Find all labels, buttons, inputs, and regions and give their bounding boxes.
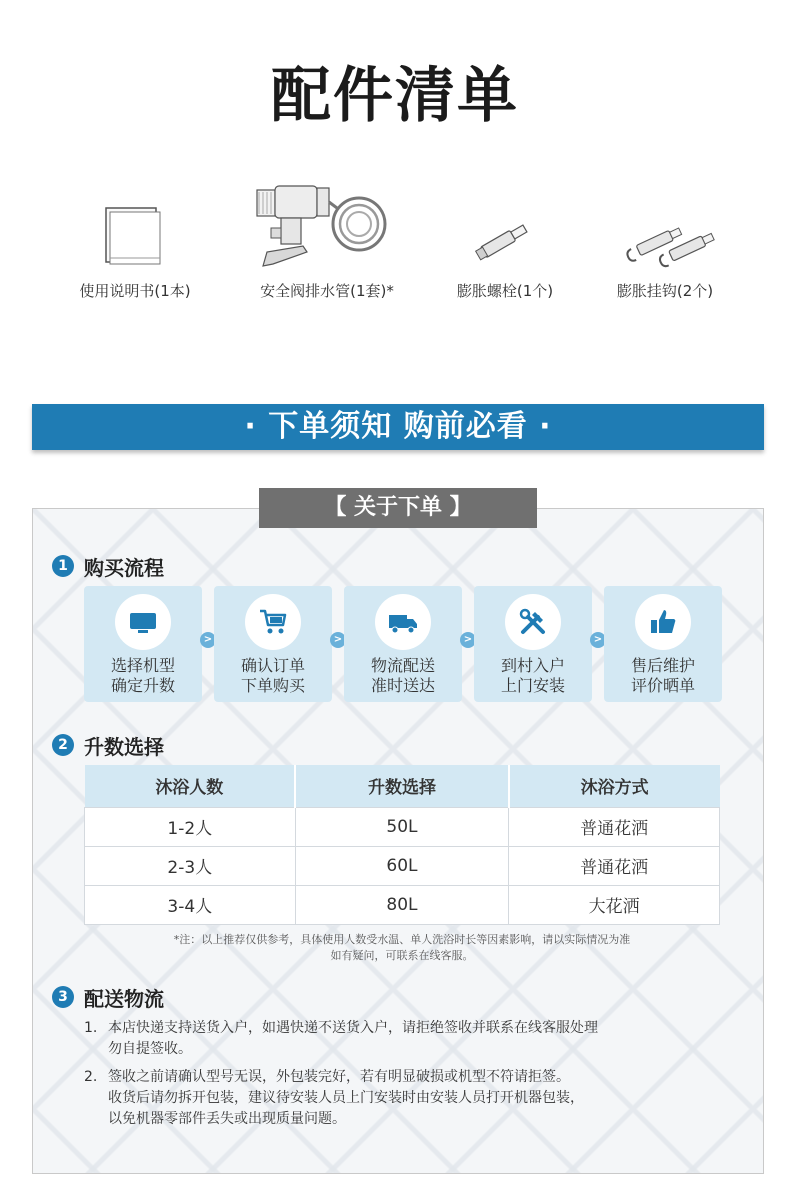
table-cell: 2-3人 [85, 846, 296, 885]
accessory-label: 膨胀挂钩(2个) [616, 282, 714, 300]
page-title: 配件清单 [271, 61, 519, 131]
table-cell: 1-2人 [85, 807, 296, 846]
section-title: 购买流程 [84, 555, 164, 580]
accessory-manual [50, 180, 220, 310]
flow-step-select-model [84, 586, 202, 702]
expansion-hook-icon [580, 180, 750, 270]
section-delivery-header [52, 984, 164, 1010]
column-header: 沐浴人数 [85, 765, 296, 807]
manual-icon [50, 180, 220, 270]
table-cell: 80L [295, 885, 509, 924]
table-cell: 普通花洒 [509, 807, 720, 846]
table-header-row [85, 765, 720, 807]
step-text: 售后维护 评价晒单 [630, 656, 695, 695]
accessory-label: 膨胀螺栓(1个) [456, 282, 554, 300]
step-arrow-icon: > [330, 632, 346, 648]
capacity-table [84, 765, 720, 925]
step-icon-circle [115, 594, 171, 650]
step-icon-circle [245, 594, 301, 650]
flow-step-confirm-order [214, 586, 332, 702]
step-text: 确认订单 下单购买 [240, 656, 305, 695]
monitor-icon [128, 607, 158, 637]
step-icon-circle [505, 594, 561, 650]
table-cell: 3-4人 [85, 885, 296, 924]
accessory-expansion-hook [580, 180, 750, 310]
recommendation-note: *注：以上推荐仅供参考，具体使用人数受水温、单人洗浴时长等因素影响，请以实际情况为准 如有疑问，可联系在线客服。 [173, 933, 631, 962]
cart-icon [258, 607, 288, 637]
step-text: 选择机型 确定升数 [110, 656, 175, 695]
step-icon-circle [635, 594, 691, 650]
accessory-safety-valve [237, 180, 407, 310]
notice-banner: · 下单须知 购前必看 · [32, 404, 764, 450]
flow-step-installation [474, 586, 592, 702]
column-header: 沐浴方式 [509, 765, 720, 807]
accessory-label: 使用说明书(1本) [79, 282, 191, 300]
flow-step-delivery [344, 586, 462, 702]
table-row [85, 807, 720, 846]
flow-step-after-sales [604, 586, 722, 702]
step-text: 到村入户 上门安装 [500, 656, 565, 695]
section-title: 升数选择 [84, 734, 164, 759]
accessory-label: 安全阀排水管(1套)* [260, 282, 394, 300]
safety-valve-icon [237, 180, 407, 270]
step-arrow-icon: > [200, 632, 216, 648]
about-order-tab: 【 关于下单 】 [259, 488, 537, 528]
table-row [85, 885, 720, 924]
table-cell: 普通花洒 [509, 846, 720, 885]
table-cell: 50L [295, 807, 509, 846]
section-number-badge: 2 [52, 734, 74, 756]
accessories-list [0, 180, 790, 310]
section-number-badge: 3 [52, 986, 74, 1008]
step-text: 物流配送 准时送达 [370, 656, 435, 695]
section-purchase-flow-header [52, 553, 164, 579]
section-title: 配送物流 [84, 986, 164, 1011]
step-arrow-icon: > [460, 632, 476, 648]
expansion-bolt-icon [420, 180, 590, 270]
section-number-badge: 1 [52, 555, 74, 577]
accessory-expansion-bolt [420, 180, 590, 310]
table-cell: 60L [295, 846, 509, 885]
truck-icon [388, 607, 418, 637]
delivery-item-1: 1. 本店快递支持送货入户，如遇快递不送货入户，请拒绝签收并联系在线客服处理 勿自提签收。 [84, 1020, 598, 1057]
delivery-item-2: 2. 签收之前请确认型号无误，外包装完好，若有明显破损或机型不符请拒签。 收货后请勿拆开包装，建议待安装人员上门安装时由安装人员打开机器包装， 以免机器零部件丢失或出现质量问题。 [84, 1069, 584, 1127]
tools-icon [518, 607, 548, 637]
step-arrow-icon: > [590, 632, 606, 648]
thumbs-up-icon [648, 607, 678, 637]
table-row [85, 846, 720, 885]
column-header: 升数选择 [295, 765, 509, 807]
table-cell: 大花洒 [509, 885, 720, 924]
section-capacity-header [52, 732, 164, 758]
step-icon-circle [375, 594, 431, 650]
